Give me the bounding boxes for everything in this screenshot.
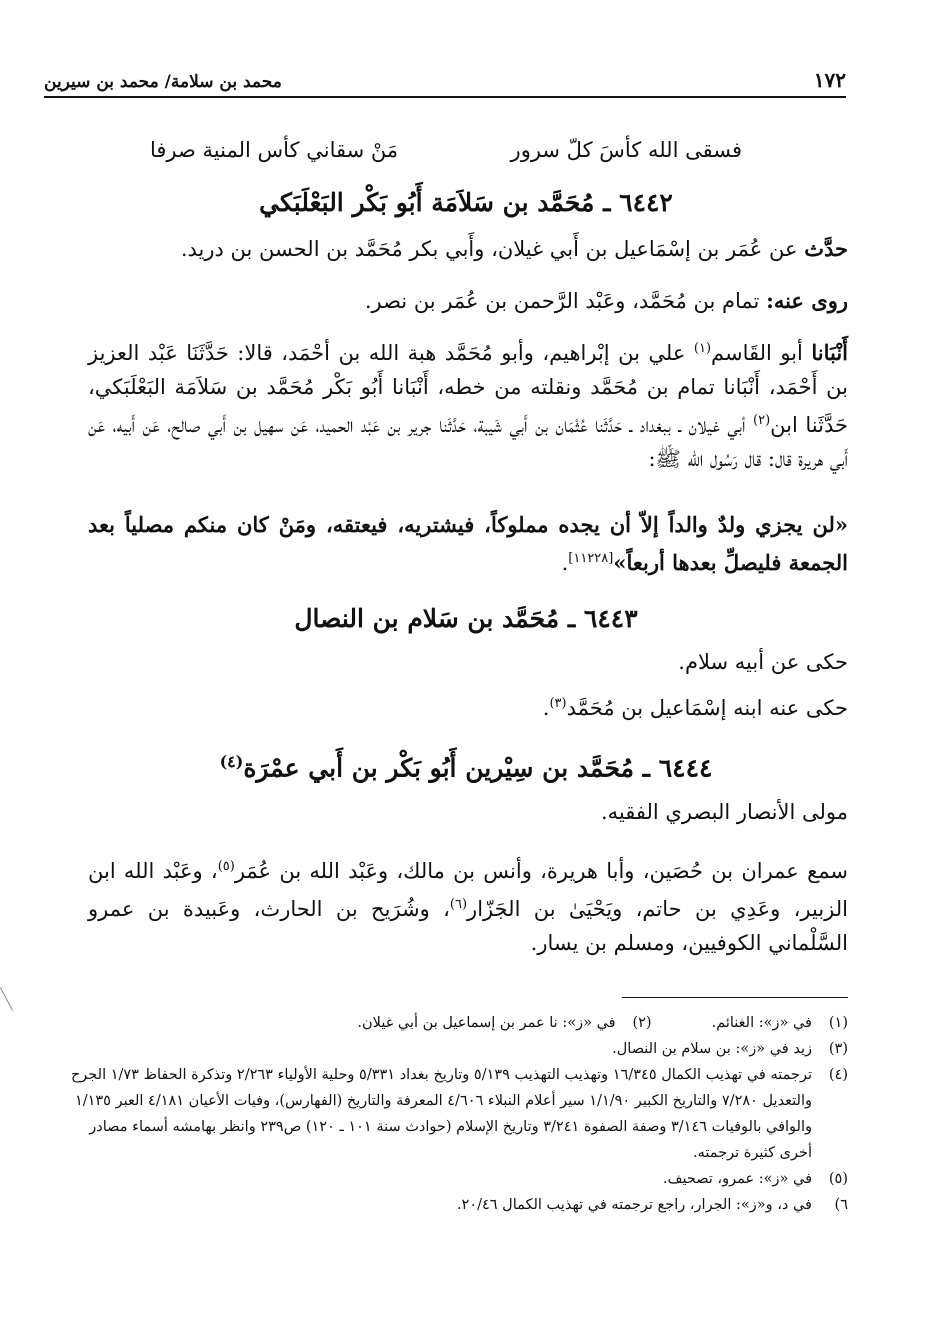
running-title: محمد بن سلامة/ محمد بن سيرين	[44, 72, 282, 92]
anbana-label: أَنْبَانا	[811, 340, 849, 365]
footnote-rule	[622, 997, 848, 998]
hadatha-text: عن عُمَر بن إسْمَاعيل بن أَبي غيلان، وأَبي بكر مُحَمَّد بن الحسن بن دريد.	[180, 237, 798, 261]
entry-6444-heading	[0, 752, 932, 782]
page-header	[44, 58, 846, 92]
entry-6442-rawa	[88, 284, 848, 318]
footnote-3	[68, 1036, 848, 1062]
entry-6444-sama	[88, 850, 848, 960]
footnote-text: في «ز»: عمرو، تصحيف.	[662, 1171, 812, 1187]
entry-6443-line-1: حكى عن أبيه سلام.	[678, 650, 848, 674]
footnote-number: (٥)	[828, 1171, 848, 1187]
footnote-ref-4: (٤)	[219, 752, 244, 771]
header-rule	[44, 96, 846, 98]
footnote-1	[712, 1010, 848, 1036]
footnote-ref-5: (٥)	[217, 859, 235, 874]
entry-6443-end: .	[542, 696, 550, 720]
hadatha-label: حدَّث	[804, 236, 848, 261]
entry-6442-isnad	[88, 332, 848, 476]
scan-mark	[0, 987, 13, 1010]
footnote-number: (٤)	[828, 1067, 848, 1083]
entry-6444-heading-text: ٦٤٤٤ ـ مُحَمَّد بن سِيْرين أَبُو بَكْر بن أَبي عمْرَة	[243, 753, 713, 783]
footnote-ref-6: (٦)	[449, 897, 468, 912]
footnote-number: (١)	[828, 1015, 848, 1031]
hadith-reference: [١١٢٢٨]	[568, 551, 614, 566]
footnote-row-1-2	[68, 1010, 848, 1036]
footnote-ref-2: (٢)	[753, 413, 771, 428]
poem-hemistich-right: فسقى الله كأسَ كلّ سرور	[510, 138, 742, 162]
sama-part-3: ، وشُرَيح بن الحارث، وعَبيدة بن عمرو السَّلْماني الكوفيين، ومسلم بن يسار.	[88, 897, 848, 955]
footnote-text: في د، و«ز»: الجرار، راجع ترجمته في تهذيب الكمال ٢٠/٤٦.	[456, 1197, 812, 1213]
entry-6443-narrator: حكى عنه ابنه إسْمَاعيل بن مُحَمَّد	[566, 696, 848, 720]
isnad-part-2: علي بن إبْراهيم، وأبو مُحَمَّد هبة الله بن أحْمَد، قالا: حَدَّثَنَا عَبْد العزيز بن أَحْمَد، أَنْبَانا تمام بن مُحَمَّد ونقلته من خطه، أَنْبَانا أَبُو بَكْر مُحَمَّد بن سَلاَمَة البَعْلَبَكي، حَدَّثَنا ابن	[88, 341, 848, 437]
entry-6444-line-1: مولى الأنصار البصري الفقيه.	[601, 800, 848, 824]
entry-6442-hadith	[88, 508, 848, 580]
isnad-part-1: أبو القَاسم	[711, 341, 803, 365]
footnote-text: في «ز»: نا عمر بن إسماعيل بن أبي غيلان.	[357, 1015, 616, 1031]
footnote-number: ٦)	[834, 1197, 848, 1213]
isnad-part-3: أبي غيلان ـ ببغداد ـ حَدَّثَنا عُثْمَان بن أَبي شَيبة، حَدَّثَنا جرير بن عَبْد الحميد، عَن سهيل بن أَبي صالح، عَن أَبيه، عَن أَبي هريرة قال: قال رَسُول الله ﷺ:	[88, 413, 848, 471]
footnote-5	[68, 1166, 848, 1192]
entry-6443-line-2	[543, 696, 848, 720]
footnote-4	[68, 1062, 848, 1166]
entry-6442-heading: ٦٤٤٢ ـ مُحَمَّد بن سَلاَمَة أَبُو بَكْر البَعْلَبَكي	[259, 188, 673, 217]
footnote-text: ترجمته في تهذيب الكمال ١٦/٣٤٥ وتهذيب التهذيب ٥/١٣٩ وتاريخ بغداد ٥/٣٣١ وحلية الأولياء ٢/٢٦٣ وتذكرة الحفاظ ١/٧٣ الجرح والتعديل ٧/٢٨٠ والتاريخ الكبير ١/١/٩٠ سير أعلام النبلاء ٤/٦٠٦ المعرفة والتاريخ (الفهارس)، وفيات الأعيان ٤/١٨١ العبر ١/١٣٥ والوافي بالوفيات ٣/١٤٦ وصفة الصفوة ٣/٢٤١ وتاريخ الإسلام (حوادث سنة ١٠١ ـ ١٢٠) ص٢٣٩ وانظر بهامشه أسماء مصادر أخرى كثيرة ترجمته.	[70, 1067, 812, 1161]
entry-6442-hadatha	[88, 232, 848, 266]
footnote-number: (٢)	[632, 1015, 652, 1031]
footnote-ref-3: (٣)	[549, 696, 567, 711]
footnote-6	[68, 1192, 848, 1218]
poem-hemistich-left: مَنْ سقاني كأس المنية صرفا	[150, 138, 399, 162]
hadith-text: «لن يجزي ولدٌ والداً إلاّ أن يجده مملوكاً، فيشتريه، فيعتقه، ومَنْ كان منكم مصلياً بعد الجمعة فليصلِّ بعدها أربعاً»	[88, 512, 848, 575]
page-number: ١٧٢	[813, 68, 846, 92]
poem-verse	[150, 138, 742, 178]
footnote-2	[357, 1010, 651, 1036]
rawa-text: تمام بن مُحَمَّد، وعَبْد الرَّحمن بن عُمَر بن نصر.	[364, 289, 760, 313]
hadith-end: .	[561, 551, 569, 575]
footnotes	[68, 1010, 848, 1218]
sama-part-2: ، وعَبْد الله ابن الزبير، وعَدِي بن حاتم، ويَحْيَىٰ بن الجَزّار	[88, 859, 848, 921]
footnote-number: (٣)	[828, 1041, 848, 1057]
sama-part-1: سمع عمران بن حُصَين، وأبا هريرة، وأنس بن مالك، وعَبْد الله بن عُمَر	[234, 859, 848, 883]
footnote-text: في «ز»: الغنائم.	[711, 1015, 812, 1031]
footnote-ref-1: (١)	[693, 341, 712, 356]
entry-6443-heading: ٦٤٤٣ ـ مُحَمَّد بن سَلام بن النصال	[294, 604, 638, 633]
footnote-text: زيد في «ز»: بن سلام بن النصال.	[612, 1041, 812, 1057]
rawa-label: روى عنه:	[766, 288, 848, 313]
